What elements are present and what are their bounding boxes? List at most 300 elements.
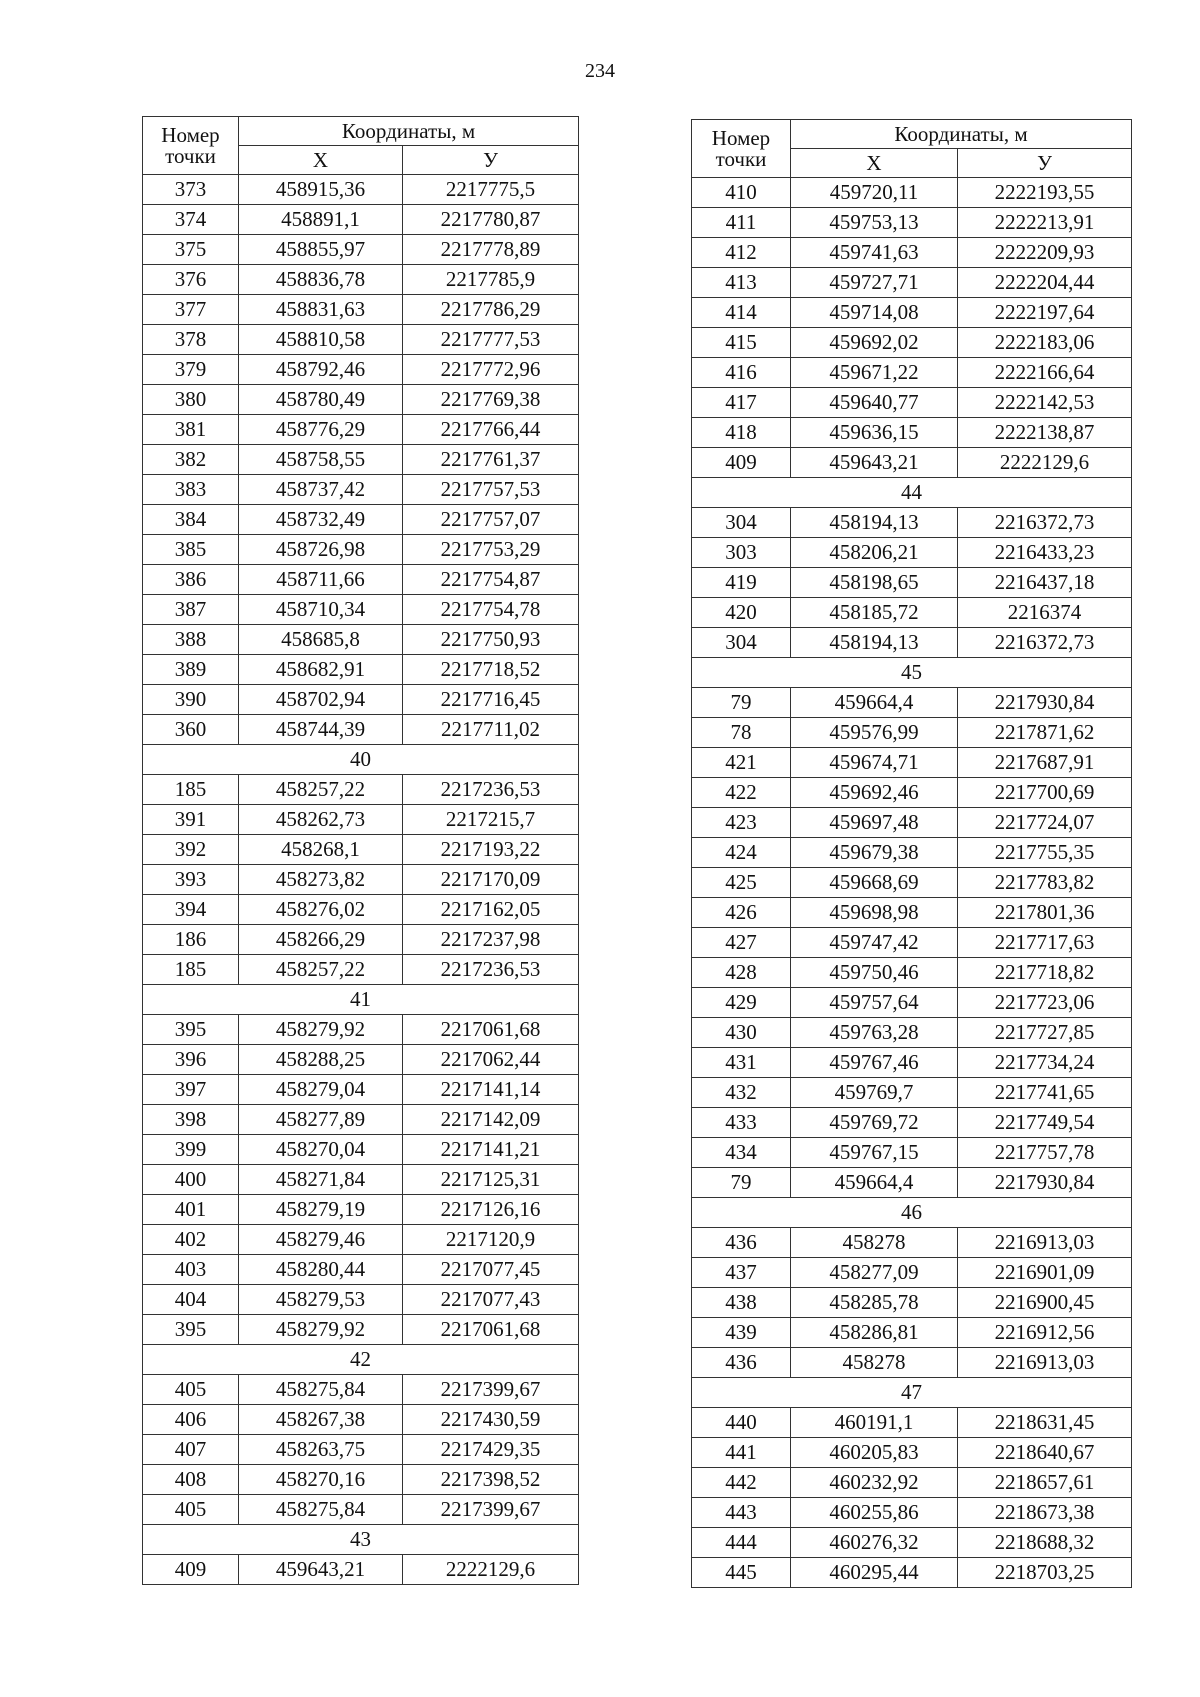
table-row bbox=[692, 178, 1132, 208]
x-coordinate-cell: 458257,22 bbox=[239, 955, 403, 985]
y-coordinate-cell: 2217783,82 bbox=[958, 868, 1132, 898]
y-coordinate-cell: 2217398,52 bbox=[403, 1465, 579, 1495]
x-coordinate-cell: 458275,84 bbox=[239, 1375, 403, 1405]
table-row bbox=[143, 1555, 579, 1585]
table-row bbox=[692, 628, 1132, 658]
table-row bbox=[692, 508, 1132, 538]
x-coordinate-cell: 458279,92 bbox=[239, 1015, 403, 1045]
table-row bbox=[143, 865, 579, 895]
x-coordinate-cell: 458280,44 bbox=[239, 1255, 403, 1285]
table-row bbox=[692, 1558, 1132, 1588]
point-number-cell: 413 bbox=[692, 268, 791, 298]
coordinates-table-right bbox=[691, 119, 1132, 1588]
table-row bbox=[692, 1528, 1132, 1558]
y-coordinate-cell: 2217141,21 bbox=[403, 1135, 579, 1165]
point-number-cell: 421 bbox=[692, 748, 791, 778]
point-number-cell: 79 bbox=[692, 688, 791, 718]
table-row bbox=[692, 778, 1132, 808]
table-row bbox=[143, 1135, 579, 1165]
x-coordinate-cell: 458278 bbox=[791, 1348, 958, 1378]
table-row bbox=[692, 1108, 1132, 1138]
y-coordinate-cell: 2217061,68 bbox=[403, 1315, 579, 1345]
x-coordinate-cell: 458682,91 bbox=[239, 655, 403, 685]
table-row bbox=[692, 688, 1132, 718]
point-number-cell: 422 bbox=[692, 778, 791, 808]
y-coordinate-cell: 2217750,93 bbox=[403, 625, 579, 655]
x-coordinate-cell: 459750,46 bbox=[791, 958, 958, 988]
table-row bbox=[143, 1375, 579, 1405]
table-row bbox=[692, 328, 1132, 358]
point-number-cell: 429 bbox=[692, 988, 791, 1018]
table-row bbox=[692, 1018, 1132, 1048]
table-row bbox=[143, 625, 579, 655]
point-number-cell: 383 bbox=[143, 475, 239, 505]
x-coordinate-cell: 458776,29 bbox=[239, 415, 403, 445]
point-number-cell: 375 bbox=[143, 235, 239, 265]
x-coordinate-cell: 458891,1 bbox=[239, 205, 403, 235]
point-number-cell: 436 bbox=[692, 1228, 791, 1258]
table-body-left bbox=[143, 175, 579, 1585]
x-coordinate-cell: 458831,63 bbox=[239, 295, 403, 325]
point-number-cell: 185 bbox=[143, 955, 239, 985]
y-coordinate-cell: 2216900,45 bbox=[958, 1288, 1132, 1318]
section-number: 43 bbox=[143, 1525, 579, 1555]
x-coordinate-cell: 458277,89 bbox=[239, 1105, 403, 1135]
table-row bbox=[692, 568, 1132, 598]
point-number-cell: 386 bbox=[143, 565, 239, 595]
table-row bbox=[692, 1498, 1132, 1528]
x-coordinate-cell: 459720,11 bbox=[791, 178, 958, 208]
x-coordinate-cell: 458267,38 bbox=[239, 1405, 403, 1435]
section-number: 40 bbox=[143, 745, 579, 775]
point-number-cell: 440 bbox=[692, 1408, 791, 1438]
x-coordinate-cell: 459741,63 bbox=[791, 238, 958, 268]
point-number-cell: 426 bbox=[692, 898, 791, 928]
table-row bbox=[692, 808, 1132, 838]
y-coordinate-cell: 2217757,07 bbox=[403, 505, 579, 535]
y-coordinate-cell: 2216374 bbox=[958, 598, 1132, 628]
x-coordinate-cell: 458726,98 bbox=[239, 535, 403, 565]
x-coordinate-cell: 458277,09 bbox=[791, 1258, 958, 1288]
y-coordinate-cell: 2217077,43 bbox=[403, 1285, 579, 1315]
table-row bbox=[143, 265, 579, 295]
point-number-cell: 404 bbox=[143, 1285, 239, 1315]
x-coordinate-cell: 459674,71 bbox=[791, 748, 958, 778]
x-coordinate-cell: 459747,42 bbox=[791, 928, 958, 958]
y-coordinate-cell: 2222213,91 bbox=[958, 208, 1132, 238]
y-coordinate-cell: 2217236,53 bbox=[403, 955, 579, 985]
point-number-cell: 410 bbox=[692, 178, 791, 208]
point-number-cell: 78 bbox=[692, 718, 791, 748]
section-number: 47 bbox=[692, 1378, 1132, 1408]
point-number-header bbox=[692, 120, 791, 178]
point-number-cell: 304 bbox=[692, 508, 791, 538]
point-number-cell: 443 bbox=[692, 1498, 791, 1528]
table-row bbox=[692, 598, 1132, 628]
point-number-cell: 303 bbox=[692, 538, 791, 568]
point-number-cell: 385 bbox=[143, 535, 239, 565]
table-row bbox=[143, 1195, 579, 1225]
y-coordinate-cell: 2217871,62 bbox=[958, 718, 1132, 748]
table-row bbox=[692, 298, 1132, 328]
y-coordinate-cell: 2217724,07 bbox=[958, 808, 1132, 838]
table-row bbox=[692, 238, 1132, 268]
y-coordinate-cell: 2218640,67 bbox=[958, 1438, 1132, 1468]
x-coordinate-cell: 458198,65 bbox=[791, 568, 958, 598]
y-coordinate-cell: 2217766,44 bbox=[403, 415, 579, 445]
section-number: 46 bbox=[692, 1198, 1132, 1228]
x-coordinate-cell: 459757,64 bbox=[791, 988, 958, 1018]
x-coordinate-cell: 458206,21 bbox=[791, 538, 958, 568]
x-coordinate-cell: 459763,28 bbox=[791, 1018, 958, 1048]
x-coordinate-cell: 458732,49 bbox=[239, 505, 403, 535]
x-coordinate-cell: 459767,15 bbox=[791, 1138, 958, 1168]
y-coordinate-cell: 2217061,68 bbox=[403, 1015, 579, 1045]
point-number-cell: 430 bbox=[692, 1018, 791, 1048]
x-coordinate-cell: 458270,16 bbox=[239, 1465, 403, 1495]
point-number-cell: 399 bbox=[143, 1135, 239, 1165]
x-coordinate-cell: 458836,78 bbox=[239, 265, 403, 295]
table-row bbox=[692, 1168, 1132, 1198]
x-coordinate-cell: 458744,39 bbox=[239, 715, 403, 745]
point-number-cell: 437 bbox=[692, 1258, 791, 1288]
x-coordinate-cell: 459643,21 bbox=[791, 448, 958, 478]
x-coordinate-cell: 458279,04 bbox=[239, 1075, 403, 1105]
table-row bbox=[143, 805, 579, 835]
y-coordinate-cell: 2217716,45 bbox=[403, 685, 579, 715]
x-coordinate-cell: 459679,38 bbox=[791, 838, 958, 868]
point-number-cell: 378 bbox=[143, 325, 239, 355]
y-coordinate-cell: 2222204,44 bbox=[958, 268, 1132, 298]
table-row bbox=[692, 958, 1132, 988]
table-row bbox=[692, 1288, 1132, 1318]
point-number-cell: 405 bbox=[143, 1495, 239, 1525]
point-number-cell: 424 bbox=[692, 838, 791, 868]
table-row bbox=[143, 235, 579, 265]
point-number-cell: 395 bbox=[143, 1315, 239, 1345]
table-row bbox=[143, 895, 579, 925]
table-row bbox=[692, 388, 1132, 418]
table-row bbox=[143, 1315, 579, 1345]
x-coordinate-cell: 459714,08 bbox=[791, 298, 958, 328]
y-coordinate-cell: 2218657,61 bbox=[958, 1468, 1132, 1498]
y-coordinate-cell: 2217687,91 bbox=[958, 748, 1132, 778]
point-number-cell: 407 bbox=[143, 1435, 239, 1465]
table-row bbox=[143, 1435, 579, 1465]
table-row bbox=[143, 925, 579, 955]
point-number-cell: 374 bbox=[143, 205, 239, 235]
table-row bbox=[692, 748, 1132, 778]
y-coordinate-cell: 2217777,53 bbox=[403, 325, 579, 355]
x-coordinate-cell: 459769,7 bbox=[791, 1078, 958, 1108]
x-coordinate-cell: 458810,58 bbox=[239, 325, 403, 355]
table-row bbox=[143, 565, 579, 595]
y-coordinate-cell: 2217125,31 bbox=[403, 1165, 579, 1195]
y-coordinate-cell: 2217215,7 bbox=[403, 805, 579, 835]
point-number-cell: 401 bbox=[143, 1195, 239, 1225]
table-row bbox=[143, 505, 579, 535]
y-coordinate-cell: 2217141,14 bbox=[403, 1075, 579, 1105]
y-coordinate-cell: 2217786,29 bbox=[403, 295, 579, 325]
point-number-cell: 393 bbox=[143, 865, 239, 895]
y-coordinate-cell: 2217753,29 bbox=[403, 535, 579, 565]
y-coordinate-cell: 2222129,6 bbox=[958, 448, 1132, 478]
y-coordinate-cell: 2217430,59 bbox=[403, 1405, 579, 1435]
y-coordinate-cell: 2217930,84 bbox=[958, 688, 1132, 718]
point-number-cell: 417 bbox=[692, 388, 791, 418]
y-coordinate-cell: 2217236,53 bbox=[403, 775, 579, 805]
section-row bbox=[692, 1378, 1132, 1408]
y-coordinate-cell: 2217757,53 bbox=[403, 475, 579, 505]
y-coordinate-cell: 2217700,69 bbox=[958, 778, 1132, 808]
x-coordinate-cell: 458286,81 bbox=[791, 1318, 958, 1348]
point-number-cell: 428 bbox=[692, 958, 791, 988]
point-number-cell: 387 bbox=[143, 595, 239, 625]
table-row bbox=[143, 385, 579, 415]
table-row bbox=[143, 775, 579, 805]
table-row bbox=[143, 715, 579, 745]
x-coordinate-cell: 458276,02 bbox=[239, 895, 403, 925]
y-coordinate-cell: 2217754,78 bbox=[403, 595, 579, 625]
table-row bbox=[692, 928, 1132, 958]
table-row bbox=[692, 418, 1132, 448]
table-row bbox=[692, 1408, 1132, 1438]
section-number: 45 bbox=[692, 658, 1132, 688]
point-number-cell: 409 bbox=[692, 448, 791, 478]
table-row bbox=[143, 1075, 579, 1105]
y-coordinate-cell: 2218631,45 bbox=[958, 1408, 1132, 1438]
y-coordinate-cell: 2217741,65 bbox=[958, 1078, 1132, 1108]
y-coordinate-cell: 2222193,55 bbox=[958, 178, 1132, 208]
x-coordinate-cell: 459643,21 bbox=[239, 1555, 403, 1585]
x-coordinate-cell: 460295,44 bbox=[791, 1558, 958, 1588]
point-number-cell: 390 bbox=[143, 685, 239, 715]
x-coordinate-cell: 458792,46 bbox=[239, 355, 403, 385]
x-coordinate-cell: 458194,13 bbox=[791, 628, 958, 658]
y-coordinate-cell: 2217142,09 bbox=[403, 1105, 579, 1135]
point-number-cell: 394 bbox=[143, 895, 239, 925]
point-number-cell: 434 bbox=[692, 1138, 791, 1168]
x-coordinate-cell: 459753,13 bbox=[791, 208, 958, 238]
point-number-header bbox=[143, 117, 239, 175]
table-row bbox=[692, 898, 1132, 928]
table-row bbox=[143, 595, 579, 625]
point-number-cell: 360 bbox=[143, 715, 239, 745]
section-row bbox=[143, 1525, 579, 1555]
table-row bbox=[692, 718, 1132, 748]
y-column-header: У bbox=[403, 146, 579, 175]
coordinates-header: Координаты, м bbox=[239, 117, 579, 146]
point-number-cell: 425 bbox=[692, 868, 791, 898]
point-number-cell: 381 bbox=[143, 415, 239, 445]
x-coordinate-cell: 458257,22 bbox=[239, 775, 403, 805]
y-coordinate-cell: 2217077,45 bbox=[403, 1255, 579, 1285]
table-row bbox=[143, 445, 579, 475]
point-number-cell: 442 bbox=[692, 1468, 791, 1498]
x-coordinate-cell: 458271,84 bbox=[239, 1165, 403, 1195]
point-number-cell: 376 bbox=[143, 265, 239, 295]
table-row bbox=[692, 538, 1132, 568]
table-row bbox=[692, 358, 1132, 388]
x-coordinate-cell: 459692,46 bbox=[791, 778, 958, 808]
x-column-header: Х bbox=[791, 149, 958, 178]
x-coordinate-cell: 460276,32 bbox=[791, 1528, 958, 1558]
point-number-cell: 388 bbox=[143, 625, 239, 655]
y-coordinate-cell: 2217769,38 bbox=[403, 385, 579, 415]
section-row bbox=[692, 1198, 1132, 1228]
y-coordinate-cell: 2217062,44 bbox=[403, 1045, 579, 1075]
point-number-cell: 79 bbox=[692, 1168, 791, 1198]
point-number-cell: 397 bbox=[143, 1075, 239, 1105]
y-coordinate-cell: 2216901,09 bbox=[958, 1258, 1132, 1288]
table-row bbox=[143, 355, 579, 385]
x-coordinate-cell: 458737,42 bbox=[239, 475, 403, 505]
coordinates-header: Координаты, м bbox=[791, 120, 1132, 149]
point-number-cell: 419 bbox=[692, 568, 791, 598]
point-number-cell: 395 bbox=[143, 1015, 239, 1045]
table-row bbox=[143, 1405, 579, 1435]
point-number-cell: 373 bbox=[143, 175, 239, 205]
x-coordinate-cell: 458279,53 bbox=[239, 1285, 403, 1315]
y-coordinate-cell: 2217718,82 bbox=[958, 958, 1132, 988]
table-row bbox=[143, 1285, 579, 1315]
y-coordinate-cell: 2217778,89 bbox=[403, 235, 579, 265]
table-row bbox=[692, 1348, 1132, 1378]
x-coordinate-cell: 458915,36 bbox=[239, 175, 403, 205]
y-coordinate-cell: 2217754,87 bbox=[403, 565, 579, 595]
table-row bbox=[143, 655, 579, 685]
point-number-cell: 412 bbox=[692, 238, 791, 268]
y-coordinate-cell: 2217734,24 bbox=[958, 1048, 1132, 1078]
x-coordinate-cell: 460191,1 bbox=[791, 1408, 958, 1438]
table-row bbox=[143, 295, 579, 325]
x-coordinate-cell: 458273,82 bbox=[239, 865, 403, 895]
table-row bbox=[143, 535, 579, 565]
point-number-cell: 384 bbox=[143, 505, 239, 535]
x-coordinate-cell: 458685,8 bbox=[239, 625, 403, 655]
y-coordinate-cell: 2216912,56 bbox=[958, 1318, 1132, 1348]
table-row bbox=[143, 1165, 579, 1195]
y-coordinate-cell: 2217723,06 bbox=[958, 988, 1132, 1018]
table-row bbox=[692, 1438, 1132, 1468]
y-coordinate-cell: 2216372,73 bbox=[958, 628, 1132, 658]
x-coordinate-cell: 458262,73 bbox=[239, 805, 403, 835]
y-coordinate-cell: 2217711,02 bbox=[403, 715, 579, 745]
table-row bbox=[692, 988, 1132, 1018]
x-coordinate-cell: 459664,4 bbox=[791, 1168, 958, 1198]
x-coordinate-cell: 458263,75 bbox=[239, 1435, 403, 1465]
table-row bbox=[143, 1225, 579, 1255]
x-coordinate-cell: 459664,4 bbox=[791, 688, 958, 718]
table-row bbox=[692, 1468, 1132, 1498]
header-row-top bbox=[692, 120, 1132, 149]
y-coordinate-cell: 2216433,23 bbox=[958, 538, 1132, 568]
point-number-header-line1: Номер bbox=[161, 122, 220, 147]
point-number-cell: 431 bbox=[692, 1048, 791, 1078]
coordinates-table-left bbox=[142, 116, 579, 1585]
point-number-cell: 389 bbox=[143, 655, 239, 685]
x-coordinate-cell: 458279,19 bbox=[239, 1195, 403, 1225]
table-row bbox=[143, 835, 579, 865]
y-coordinate-cell: 2217755,35 bbox=[958, 838, 1132, 868]
point-number-cell: 439 bbox=[692, 1318, 791, 1348]
section-row bbox=[143, 985, 579, 1015]
table-row bbox=[143, 685, 579, 715]
table-body-right bbox=[692, 178, 1132, 1588]
point-number-cell: 441 bbox=[692, 1438, 791, 1468]
x-coordinate-cell: 458266,29 bbox=[239, 925, 403, 955]
y-coordinate-cell: 2217749,54 bbox=[958, 1108, 1132, 1138]
x-coordinate-cell: 459671,22 bbox=[791, 358, 958, 388]
table-row bbox=[692, 1138, 1132, 1168]
point-number-cell: 400 bbox=[143, 1165, 239, 1195]
y-coordinate-cell: 2216437,18 bbox=[958, 568, 1132, 598]
x-coordinate-cell: 459668,69 bbox=[791, 868, 958, 898]
y-coordinate-cell: 2218688,32 bbox=[958, 1528, 1132, 1558]
x-coordinate-cell: 458279,46 bbox=[239, 1225, 403, 1255]
table-row bbox=[143, 1255, 579, 1285]
table-row bbox=[692, 448, 1132, 478]
point-number-cell: 186 bbox=[143, 925, 239, 955]
y-coordinate-cell: 2217399,67 bbox=[403, 1495, 579, 1525]
table-row bbox=[143, 175, 579, 205]
table-row bbox=[692, 868, 1132, 898]
point-number-header-line2: точки bbox=[715, 146, 767, 171]
point-number-cell: 418 bbox=[692, 418, 791, 448]
point-number-cell: 436 bbox=[692, 1348, 791, 1378]
point-number-cell: 398 bbox=[143, 1105, 239, 1135]
x-coordinate-cell: 458185,72 bbox=[791, 598, 958, 628]
point-number-cell: 438 bbox=[692, 1288, 791, 1318]
table-row bbox=[692, 838, 1132, 868]
point-number-cell: 380 bbox=[143, 385, 239, 415]
x-coordinate-cell: 458268,1 bbox=[239, 835, 403, 865]
y-coordinate-cell: 2217727,85 bbox=[958, 1018, 1132, 1048]
point-number-cell: 427 bbox=[692, 928, 791, 958]
section-number: 44 bbox=[692, 478, 1132, 508]
y-coordinate-cell: 2217801,36 bbox=[958, 898, 1132, 928]
section-number: 42 bbox=[143, 1345, 579, 1375]
y-coordinate-cell: 2216913,03 bbox=[958, 1348, 1132, 1378]
table-row bbox=[692, 268, 1132, 298]
x-coordinate-cell: 458711,66 bbox=[239, 565, 403, 595]
table-row bbox=[143, 415, 579, 445]
x-coordinate-cell: 458710,34 bbox=[239, 595, 403, 625]
y-coordinate-cell: 2217775,5 bbox=[403, 175, 579, 205]
table-row bbox=[692, 208, 1132, 238]
point-number-cell: 405 bbox=[143, 1375, 239, 1405]
point-number-cell: 411 bbox=[692, 208, 791, 238]
x-coordinate-cell: 458758,55 bbox=[239, 445, 403, 475]
table-row bbox=[143, 205, 579, 235]
x-coordinate-cell: 459767,46 bbox=[791, 1048, 958, 1078]
table-row bbox=[143, 1015, 579, 1045]
y-coordinate-cell: 2217170,09 bbox=[403, 865, 579, 895]
x-coordinate-cell: 460205,83 bbox=[791, 1438, 958, 1468]
y-coordinate-cell: 2218703,25 bbox=[958, 1558, 1132, 1588]
section-row bbox=[692, 658, 1132, 688]
x-coordinate-cell: 458702,94 bbox=[239, 685, 403, 715]
x-coordinate-cell: 459697,48 bbox=[791, 808, 958, 838]
point-number-cell: 396 bbox=[143, 1045, 239, 1075]
table-row bbox=[692, 1258, 1132, 1288]
x-coordinate-cell: 459727,71 bbox=[791, 268, 958, 298]
y-coordinate-cell: 2217126,16 bbox=[403, 1195, 579, 1225]
x-coordinate-cell: 458288,25 bbox=[239, 1045, 403, 1075]
x-coordinate-cell: 458855,97 bbox=[239, 235, 403, 265]
section-row bbox=[143, 745, 579, 775]
table-row bbox=[143, 1045, 579, 1075]
